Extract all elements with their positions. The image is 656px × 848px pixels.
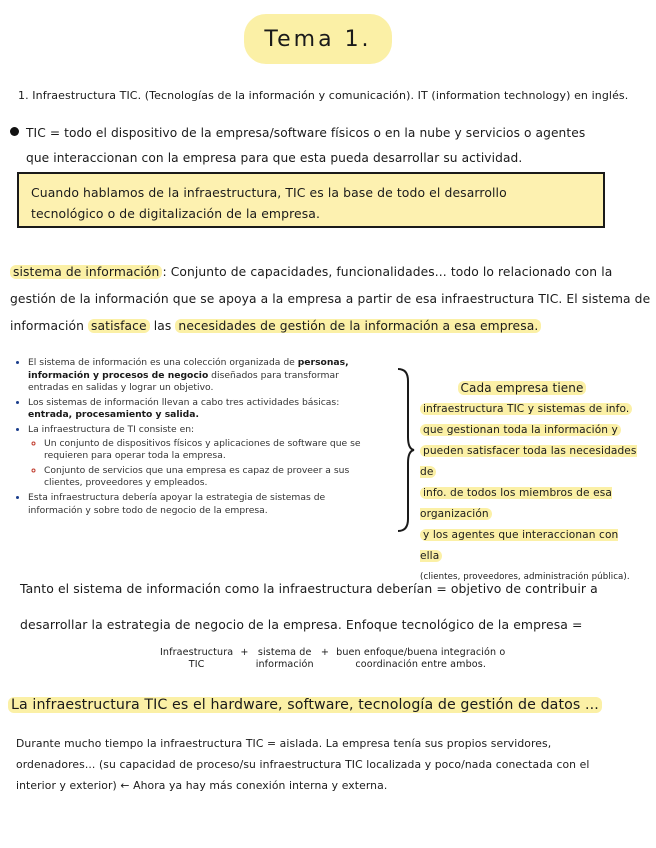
typed-bullet-list [14, 357, 376, 519]
side-note [420, 378, 642, 588]
sistema-line3-c: las [153, 319, 172, 333]
sistema-line1: : Conjunto de capacidades, funcionalidades... todo lo relacionado con la [162, 265, 613, 279]
formula-term: buen enfoque/buena integración o coordinación entre ambos. [336, 647, 506, 670]
page-title: Tema 1. [264, 26, 372, 52]
list-item: • El sistema de información es una colección organizada de personas, información y procesos de negocio diseñados para transformar entradas en salidas y lograr un objetivo. [28, 357, 376, 395]
hardware-text: La infraestructura TIC es el hardware, software, tecnología de gestión de datos ... [8, 697, 602, 713]
list-item: • La infraestructura de TI consiste en: ◦ Un conjunto de dispositivos físicos y aplicaciones de software que se requieren para operar toda la empresa. ◦ Conjunto de servicios que una empresa es capaz de proveer a sus clientes, proveedores y empleados. [28, 424, 376, 490]
side-note-line: y los agentes que interaccionan con ella [420, 529, 619, 562]
title-highlight [244, 14, 392, 64]
side-note-head: Cada empresa tiene [458, 381, 587, 395]
history-line1: Durante mucho tiempo la infraestructura TIC = aislada. La empresa tenía sus propios servidores, [16, 737, 552, 750]
formula [160, 647, 560, 671]
history-line3: interior y exterior) ← Ahora ya hay más conexión interna y externa. [16, 779, 388, 792]
sistema-line2: gestión de la información que se apoya a la empresa a partir de esa infraestructura TIC. El sistema de [10, 292, 651, 306]
strategy-line1: Tanto el sistema de información como la infraestructura deberían = objetivo de contribuir a [20, 581, 598, 596]
side-note-line: (clientes, proveedores, administración pública). [420, 572, 630, 582]
formula-term: Infraestructura TIC [160, 647, 234, 670]
section-heading: 1. Infraestructura TIC. (Tecnologías de la información y comunicación). IT (information technology) en inglés. [18, 89, 629, 102]
side-note-line: pueden satisfacer toda las necesidades de [420, 445, 637, 478]
sistema-line3-a: información [10, 319, 85, 333]
box-line1: Cuando hablamos de la infraestructura, TIC es la base de todo el desarrollo [31, 185, 507, 200]
side-note-line: info. de todos los miembros de esa organización [420, 487, 612, 520]
plus-sign: + [320, 647, 329, 658]
sub-list-item: ◦ Conjunto de servicios que una empresa es capaz de proveer a sus clientes, proveedores y empleados. [44, 465, 376, 490]
list-item: • Los sistemas de información llevan a cabo tres actividades básicas: entrada, procesamiento y salida. [28, 397, 376, 422]
plus-sign: + [240, 647, 249, 658]
hardware-line [8, 693, 628, 717]
sistema-line3-d: necesidades de gestión de la información a esa empresa. [175, 319, 541, 333]
bullet-dot-icon [10, 127, 19, 136]
sistema-term: sistema de información [10, 265, 162, 279]
strategy-line2: desarrollar la estrategia de negocio de la empresa. Enfoque tecnológico de la empresa = [20, 617, 583, 632]
sub-list-item: ◦ Un conjunto de dispositivos físicos y aplicaciones de software que se requieren para operar toda la empresa. [44, 438, 376, 463]
tic-def-line2: que interaccionan con la empresa para que esta pueda desarrollar su actividad. [26, 151, 523, 165]
tic-def-line1: TIC = todo el dispositivo de la empresa/software físicos o en la nube y servicios o agentes [26, 126, 586, 140]
side-note-line: infraestructura TIC y sistemas de info. [420, 403, 632, 415]
tic-definition [10, 121, 650, 171]
sistema-line3-b: satisface [88, 319, 150, 333]
sistema-definition [10, 259, 654, 340]
list-item: • Esta infraestructura debería apoyar la estrategia de sistemas de información y sobre todo de negocio de la empresa. [28, 492, 376, 517]
strategy-paragraph [20, 571, 650, 643]
formula-term: sistema de información [255, 647, 314, 670]
box-line2: tecnológico o de digitalización de la empresa. [31, 206, 321, 221]
history-paragraph [16, 733, 640, 796]
history-line2: ordenadores... (su capacidad de proceso/su infraestructura TIC localizada y poco/nada conectada con el [16, 758, 590, 771]
highlight-box [17, 172, 605, 228]
side-note-line: que gestionan toda la información y [420, 424, 621, 436]
